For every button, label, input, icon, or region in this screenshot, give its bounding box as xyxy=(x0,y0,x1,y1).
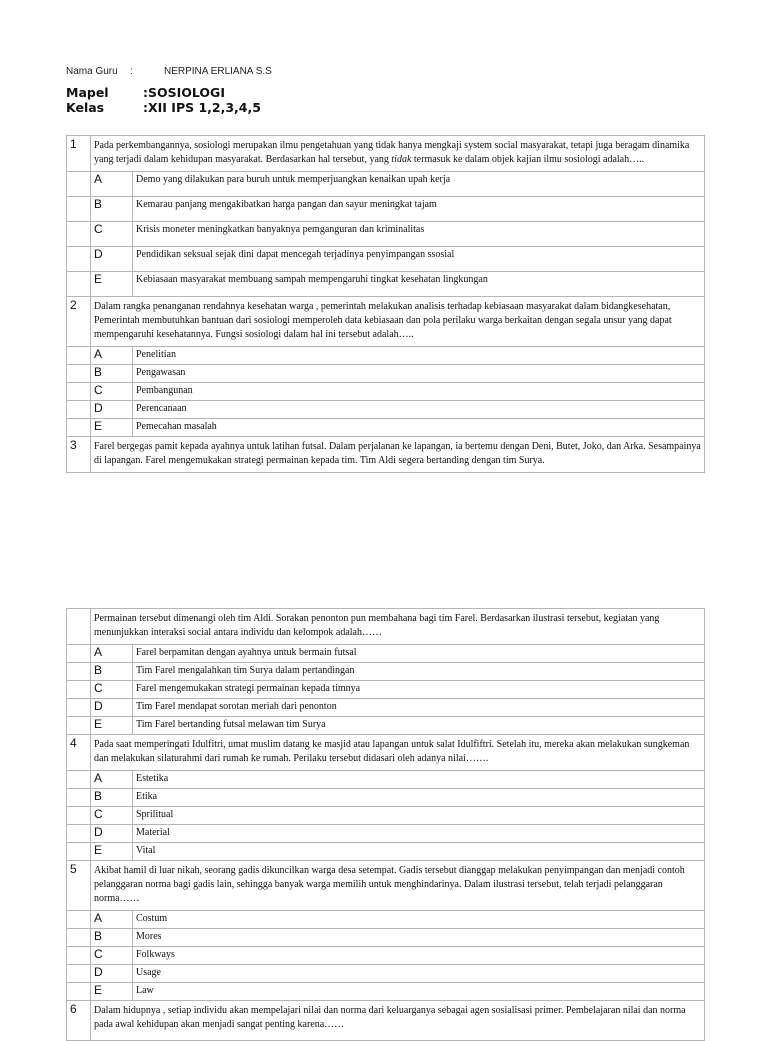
option-text: Tim Farel mendapat sorotan meriah dari penonton xyxy=(133,699,705,717)
option-text: Sprilitual xyxy=(133,807,705,825)
option-letter: E xyxy=(91,419,133,437)
option-letter: A xyxy=(91,911,133,929)
option-letter: C xyxy=(91,383,133,401)
questions-table-page1 xyxy=(66,135,705,473)
teacher-line xyxy=(66,66,272,77)
question-text xyxy=(91,861,705,911)
option-row xyxy=(67,929,705,947)
option-text: Material xyxy=(133,825,705,843)
option-row xyxy=(67,965,705,983)
option-letter: B xyxy=(91,663,133,681)
option-text: Penelitian xyxy=(133,347,705,365)
question-text xyxy=(91,735,705,771)
option-text: Estetika xyxy=(133,771,705,789)
option-row xyxy=(67,983,705,1001)
option-letter: A xyxy=(91,347,133,365)
option-text: Farel mengemukakan strategi permainan kepada timnya xyxy=(133,681,705,699)
class-value: :XII IPS 1,2,3,4,5 xyxy=(143,100,261,115)
option-text: Pendidikan seksual sejak dini dapat mencegah terjadinya penyimpangan ssosial xyxy=(133,247,705,272)
option-letter: A xyxy=(91,771,133,789)
option-row xyxy=(67,222,705,247)
option-row xyxy=(67,419,705,437)
option-row xyxy=(67,172,705,197)
class-label: Kelas xyxy=(66,100,105,115)
option-text: Pemecahan masalah xyxy=(133,419,705,437)
question-number: 5 xyxy=(67,861,91,911)
option-letter: D xyxy=(91,247,133,272)
option-text: Tim Farel bertanding futsal melawan tim Surya xyxy=(133,717,705,735)
option-row xyxy=(67,843,705,861)
teacher-label: Nama Guru xyxy=(66,66,118,77)
option-letter: D xyxy=(91,825,133,843)
question-row-4 xyxy=(67,735,705,771)
option-text: Kemarau panjang mengakibatkan harga pangan dan sayur meningkat tajam xyxy=(133,197,705,222)
question-text xyxy=(91,437,705,473)
option-letter: A xyxy=(91,172,133,197)
option-letter: B xyxy=(91,929,133,947)
option-letter: D xyxy=(91,965,133,983)
question-row-1 xyxy=(67,136,705,172)
option-letter: E xyxy=(91,983,133,1001)
question-stem: Farel bergegas pamit kepada ayahnya untuk latihan futsal. Dalam perjalanan ke lapangan, ia bertemu dengan Deni, Butet, Joko, dan Arka. Sesampainya di lapangan. Farel mengemukakan strategi permainan kepada tim. Tim Aldi segera bertanding dengan tim Surya. xyxy=(94,441,701,466)
option-row xyxy=(67,771,705,789)
question-number: 4 xyxy=(67,735,91,771)
option-text: Etika xyxy=(133,789,705,807)
option-row xyxy=(67,645,705,663)
option-row xyxy=(67,272,705,297)
option-text: Mores xyxy=(133,929,705,947)
question-row-3 xyxy=(67,437,705,473)
subject-line xyxy=(66,85,225,100)
question-stem: Pada saat memperingati Idulfitri, umat muslim datang ke masjid atau lapangan untuk salat Idulfiftri. Setelah itu, mereka akan melakukan sungkeman dan melakukan silaturahmi dari rumah ke rumah. Perilaku tersebut didasari oleh adanya nilai……. xyxy=(94,739,690,764)
question-row-5 xyxy=(67,861,705,911)
option-text: Tim Farel mengalahkan tim Surya dalam pertandingan xyxy=(133,663,705,681)
question-stem: Dalam hidupnya , setiap individu akan mempelajari nilai dan norma dari keluarganya sebagai agen sosialisasi primer. Pembelajaran nilai dan norma pada awal kehidupan akan menjadi sangat penting karena…… xyxy=(94,1005,686,1030)
question-text xyxy=(91,1001,705,1041)
question-stem: Permainan tersebut dimenangi oleh tim Aldi. Sorakan penonton pun membahana bagi tim Farel. Berdasarkan ilustrasi tersebut, kegiatan yang menunjukkan interaksi social antara individu dan kelompok adalah…… xyxy=(94,613,660,638)
option-letter: B xyxy=(91,197,133,222)
option-text: Pembangunan xyxy=(133,383,705,401)
question-row-6 xyxy=(67,1001,705,1041)
teacher-colon: : xyxy=(130,66,133,77)
option-letter: E xyxy=(91,843,133,861)
question-text-italic: tidak xyxy=(391,154,412,165)
option-row xyxy=(67,365,705,383)
subject-label: Mapel xyxy=(66,85,109,100)
option-text: Kebiasaan masyarakat membuang sampah mempengaruhi tingkat kesehatan lingkungan xyxy=(133,272,705,297)
option-row xyxy=(67,681,705,699)
questions-table-page2 xyxy=(66,608,705,1041)
option-row xyxy=(67,911,705,929)
option-row xyxy=(67,789,705,807)
option-text: Pengawasan xyxy=(133,365,705,383)
question-stem: Akibat hamil di luar nikah, seorang gadis dikuncilkan warga desa setempat. Gadis tersebut dianggap melakukan penyimpangan dan menjadi contoh pelanggaran norma bagi gadis lain, sehingga banyak warga memilih untuk menghindarinya. Dalam ilustrasi tersebut, telah terjadi pelanggaran norma…… xyxy=(94,865,685,904)
option-letter: A xyxy=(91,645,133,663)
option-row xyxy=(67,947,705,965)
option-text: Costum xyxy=(133,911,705,929)
option-text: Folkways xyxy=(133,947,705,965)
option-text: Usage xyxy=(133,965,705,983)
class-line xyxy=(66,100,261,115)
option-letter: C xyxy=(91,947,133,965)
option-row xyxy=(67,663,705,681)
question-number: 3 xyxy=(67,437,91,473)
question-text xyxy=(91,609,705,645)
option-letter: C xyxy=(91,681,133,699)
option-row xyxy=(67,807,705,825)
option-row xyxy=(67,247,705,272)
option-row xyxy=(67,347,705,365)
question-row-2 xyxy=(67,297,705,347)
subject-value: :SOSIOLOGI xyxy=(143,85,225,100)
option-row xyxy=(67,197,705,222)
option-letter: B xyxy=(91,365,133,383)
question-row-3-continued xyxy=(67,609,705,645)
option-text: Demo yang dilakukan para buruh untuk memperjuangkan kenaikan upah kerja xyxy=(133,172,705,197)
question-stem: Dalam rangka penanganan rendahnya kesehatan warga , pemerintah melakukan analisis terhadap kebiasaan masyarakat dalam bidangkesehatan, Pemerintah membutuhkan bantuan dari sosiologi memperoleh data kebiasaan dan pola perilaku warga berkaitan dengan segala unsur yang dapat mempengaruhi kesehatannya. Fungsi sosiologi dalam hal ini tersebut adalah….. xyxy=(94,301,672,340)
question-number: 1 xyxy=(67,136,91,172)
option-letter: D xyxy=(91,699,133,717)
option-text: Perencanaan xyxy=(133,401,705,419)
option-text: Krisis moneter meningkatkan banyaknya pemganguran dan kriminalitas xyxy=(133,222,705,247)
teacher-name: NERPINA ERLIANA S.S xyxy=(164,66,272,77)
question-text xyxy=(91,136,705,172)
option-row xyxy=(67,383,705,401)
question-text-part: Pada perkembangannya, sosiologi merupakan ilmu pengetahuan yang tidak hanya mengkaji system social masyarakat, tetapi juga beragam dinamika yang terjadi dalam kehidupan masyarakat. Berdasarkan hal tersebut, yang xyxy=(94,140,690,165)
option-letter: E xyxy=(91,717,133,735)
option-text: Vital xyxy=(133,843,705,861)
option-text: Law xyxy=(133,983,705,1001)
question-text xyxy=(91,297,705,347)
option-row xyxy=(67,699,705,717)
question-number: 2 xyxy=(67,297,91,347)
option-letter: C xyxy=(91,222,133,247)
option-text: Farel berpamitan dengan ayahnya untuk bermain futsal xyxy=(133,645,705,663)
question-number: 6 xyxy=(67,1001,91,1041)
option-letter: E xyxy=(91,272,133,297)
question-text-part: termasuk ke dalam objek kajian ilmu sosiologi adalah….. xyxy=(411,154,645,165)
option-letter: B xyxy=(91,789,133,807)
option-row xyxy=(67,717,705,735)
option-letter: C xyxy=(91,807,133,825)
option-row xyxy=(67,401,705,419)
option-row xyxy=(67,825,705,843)
option-letter: D xyxy=(91,401,133,419)
